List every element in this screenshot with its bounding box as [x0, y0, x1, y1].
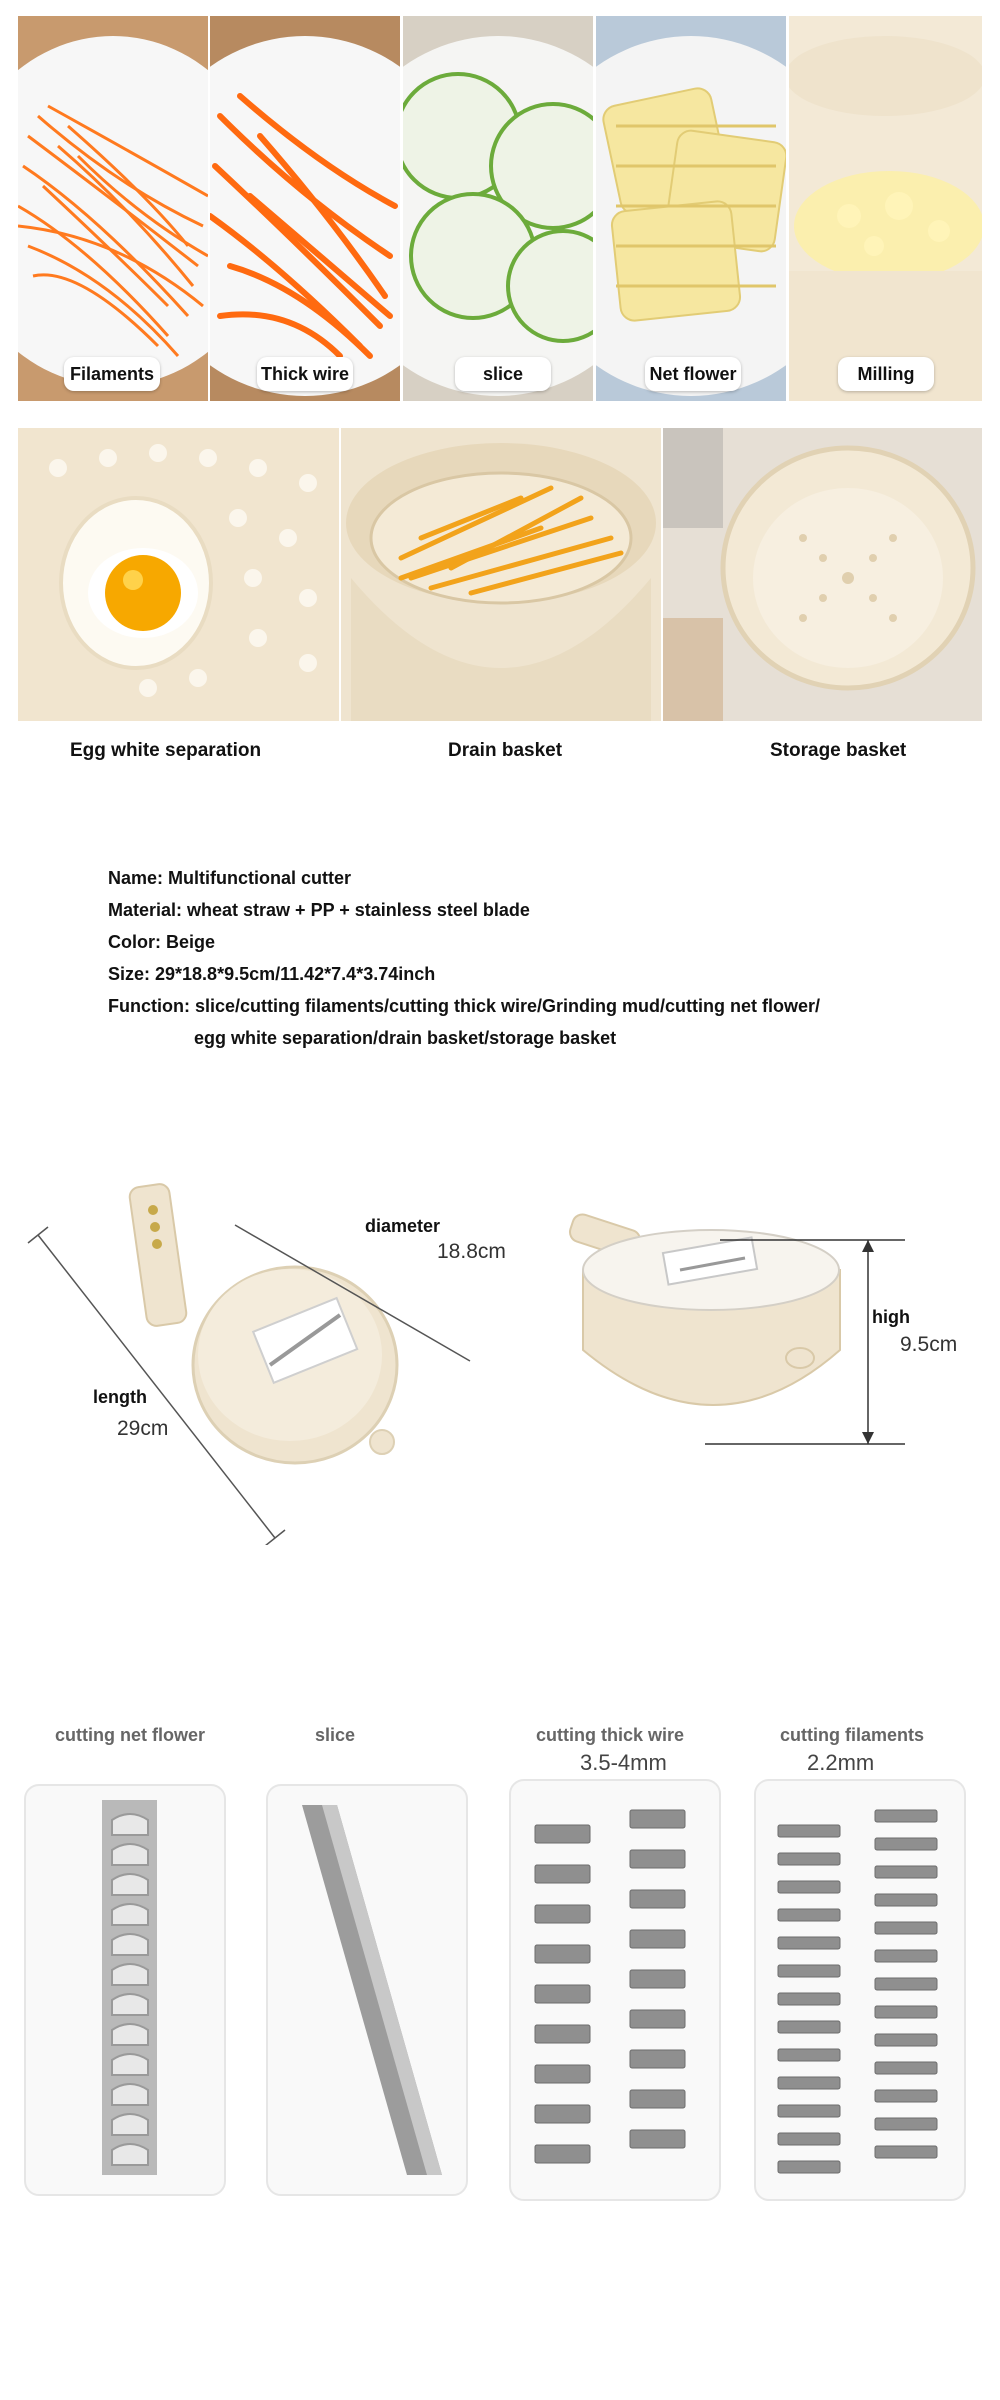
egg-separator-icon: [18, 428, 339, 721]
length-label: length: [93, 1387, 147, 1407]
use-label-storage-basket: Storage basket: [770, 740, 907, 761]
length-value: 29cm: [117, 1417, 169, 1440]
cucumber-slice-icon: [403, 16, 593, 401]
carrot-thick-wire-icon: [210, 16, 400, 401]
cut-label-thick-wire: Thick wire: [257, 357, 353, 391]
cucumber-slice-image: [403, 16, 593, 401]
spec-color: Color: Beige: [108, 932, 216, 952]
spec-name: Name: Multifunctional cutter: [108, 868, 352, 888]
height-label: high: [872, 1307, 910, 1327]
blade-label-filaments: cutting filaments: [780, 1725, 925, 1745]
carrot-thick-wire-image: [210, 16, 400, 401]
carrot-filaments-icon: [18, 16, 208, 401]
potato-milling-icon: [789, 16, 982, 401]
net-flower-blade-image: [20, 1780, 230, 2200]
cut-label-milling: Milling: [838, 357, 934, 391]
potato-milling-image: [789, 16, 982, 401]
blade-label-slice: slice: [315, 1725, 356, 1745]
blade-label-net-flower: cutting net flower: [55, 1725, 205, 1745]
cut-label-filaments: Filaments: [64, 357, 160, 391]
spec-material: Material: wheat straw + PP + stainless steel blade: [108, 900, 530, 920]
spec-function: Function: slice/cutting filaments/cutting thick wire/Grinding mud/cutting net flower/: [108, 996, 821, 1016]
blade-size-filaments: 2.2mm: [807, 1750, 875, 1775]
spec-size: Size: 29*18.8*9.5cm/11.42*7.4*3.74inch: [108, 964, 436, 984]
storage-basket-icon: [663, 428, 982, 721]
drain-basket-icon: [341, 428, 661, 721]
side-view-diagram: [555, 1210, 958, 1460]
slice-blade-image: [262, 1780, 472, 2200]
storage-basket-image: [663, 428, 982, 721]
use-label-drain-basket: Drain basket: [448, 740, 563, 761]
thick-wire-blade-image: [505, 1775, 725, 2205]
potato-net-flower-image: [596, 16, 786, 401]
potato-net-flower-icon: [596, 16, 786, 401]
diameter-label: diameter: [365, 1216, 441, 1236]
use-label-egg-separation: Egg white separation: [70, 740, 262, 761]
filaments-blade-image: [750, 1775, 970, 2205]
diameter-value: 18.8cm: [437, 1240, 506, 1263]
egg-separator-image: [18, 428, 339, 721]
height-value: 9.5cm: [900, 1333, 958, 1356]
cut-label-slice: slice: [455, 357, 551, 391]
cut-label-net-flower: Net flower: [645, 357, 741, 391]
blade-size-thick-wire: 3.5-4mm: [580, 1750, 667, 1775]
blade-label-thick-wire: cutting thick wire: [536, 1725, 685, 1745]
drain-basket-image: [341, 428, 661, 721]
spec-function-continued: egg white separation/drain basket/storage basket: [194, 1028, 617, 1048]
carrot-filaments-image: [18, 16, 208, 401]
